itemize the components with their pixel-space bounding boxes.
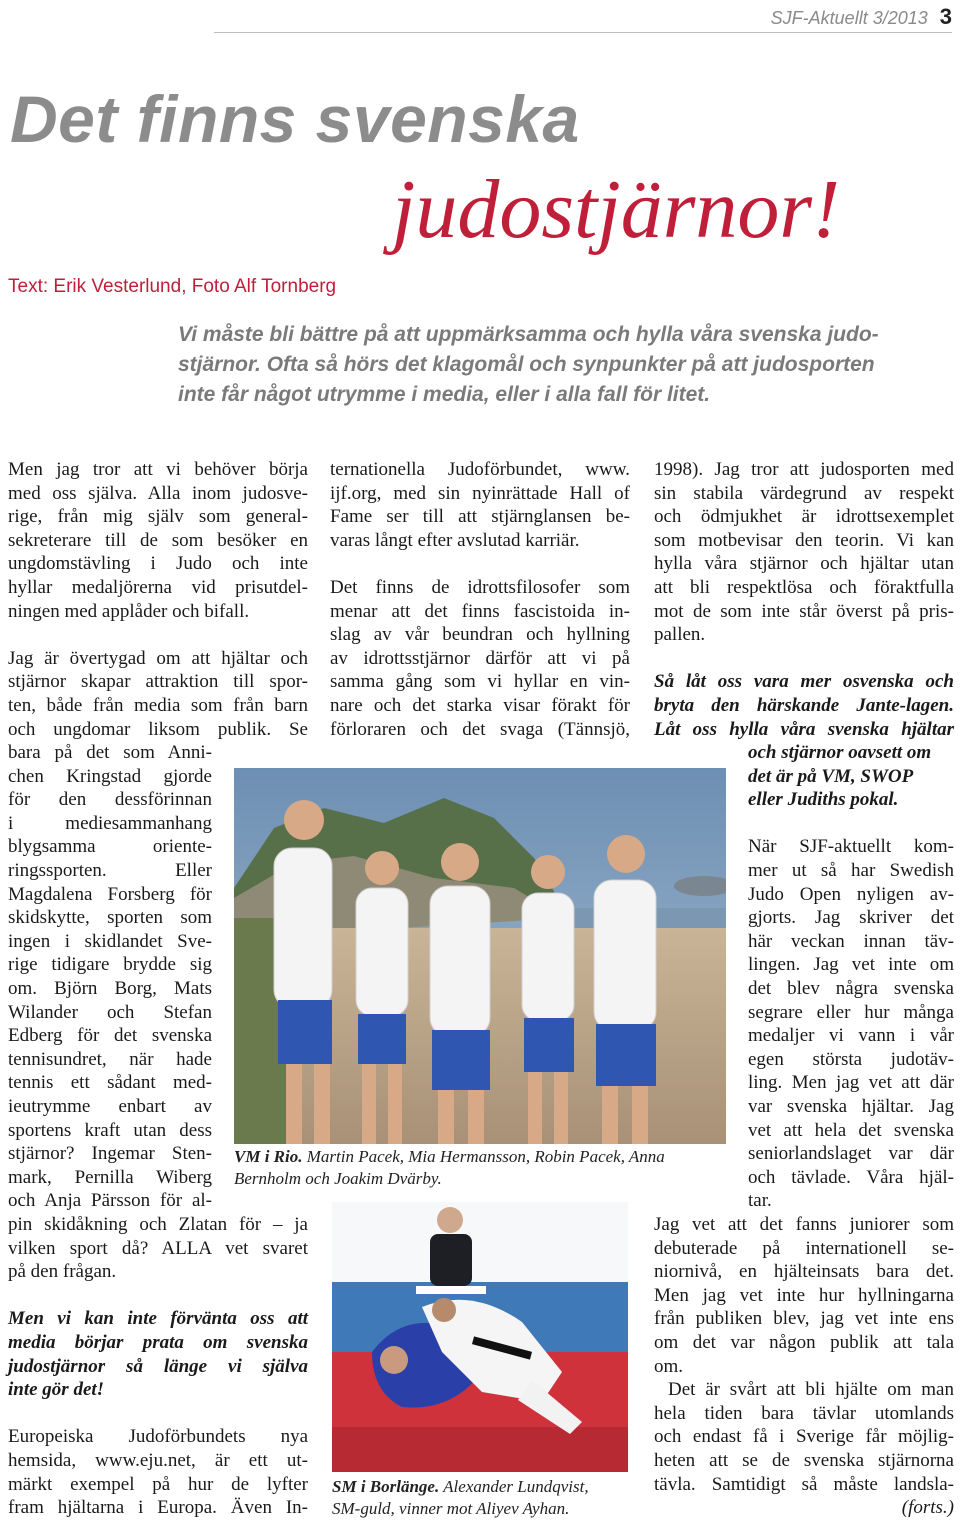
text-line: och endast få i Sverige får möjlig- (654, 1426, 954, 1448)
text-line: om. (654, 1355, 684, 1377)
quote-line: judostjärnor så länge vi själva (8, 1355, 308, 1377)
text-line: Fame ser till att stjärnglansen be- (330, 506, 630, 528)
text-line: och ödmjukhet är idrottsexemplet (654, 506, 954, 528)
caption-judo-match-text: Alexander Lundqvist, (439, 1477, 589, 1496)
page-number: 3 (939, 4, 952, 29)
quote-line: eller Judiths pokal. (748, 789, 899, 811)
quote-line: det är på VM, SWOP (748, 765, 914, 787)
column-2 (330, 458, 630, 741)
text-line: medaljer vi vann i vår (748, 1025, 954, 1047)
quote-line: Men vi kan inte förvänta oss att (8, 1308, 308, 1330)
text-line: stjärnor skapar attraktion till spor- (8, 671, 308, 693)
text-line: tennisundret, när hade (8, 1048, 212, 1070)
quote-line: Så låt oss vara mer osvenska och (654, 671, 954, 693)
text-line: vet att hela det svenska (748, 1119, 954, 1141)
text-line: Men jag vet inte hur hyllningarna (654, 1284, 954, 1306)
quote-line: media börjar prata om svenska (8, 1331, 308, 1353)
text-line: skidskytte, sporten som (8, 907, 212, 929)
caption-team-rio-text-2: Bernholm och Joakim Dvärby. (234, 1169, 442, 1188)
caption-team-rio (234, 1146, 734, 1190)
column-1-bottom (8, 1213, 308, 1520)
text-line: förloraren och det svaga (Tännsjö, (330, 718, 630, 740)
title-line-1: Det finns svenska (10, 82, 580, 156)
text-line: Jag är övertygad om att hjältar och (8, 647, 308, 669)
text-line: Jag vet att det fanns juniorer som (654, 1214, 954, 1235)
text-line: När SJF-aktuellt kom- (748, 836, 954, 858)
text-line: mark, Pernilla Wiberg (8, 1166, 212, 1188)
text-line: ternationella Judoförbundet, www. (330, 459, 630, 480)
lead-line: stjärnor. Ofta så hörs det klagomål och synpunkter på att judosporten (178, 353, 875, 376)
photo-judo-match (332, 1202, 628, 1472)
column-3-top (654, 458, 954, 741)
text-line: Det finns de idrottsfilosofer som (330, 576, 630, 598)
text-line: Europeiska Judoförbundets nya (8, 1426, 308, 1448)
text-line: egen största judotäv- (748, 1048, 954, 1070)
text-line: om det var någon publik att tala (654, 1331, 954, 1353)
quote-line: och stjärnor oavsett om (748, 742, 932, 763)
text-line: och Anja Pärsson för al- (8, 1190, 212, 1212)
text-line: tennis ett sådant med- (8, 1072, 212, 1094)
text-line: hylla våra stjärnor och hjältar utan (654, 553, 954, 575)
lead-line: inte får något utrymme i media, eller i alla fall för litet. (178, 383, 711, 406)
text-line: ten, både från media som från barn (8, 694, 308, 716)
text-line: ijf.org, med sin nyinrättade Hall of (330, 482, 630, 504)
caption-team-rio-bold: VM i Rio. (234, 1147, 303, 1166)
text-line: ningen med applåder och bifall. (8, 600, 250, 622)
text-line: niornivå, en hjälteinsats bara det. (654, 1261, 954, 1283)
text-line: ieutrymme enbart av (8, 1095, 212, 1117)
text-line: Judo Open nyligen av- (748, 883, 954, 905)
text-line: tar. (748, 1190, 772, 1212)
text-line: och ungdomar liksom publik. Se (8, 718, 308, 740)
quote-line: inte gör det! (8, 1379, 105, 1401)
text-line: i mediesammanhang (8, 812, 212, 834)
text-line: från publiken blev, jag vet inte ens (654, 1308, 954, 1330)
text-line: vilken sport då? ALLA vet svaret (8, 1237, 308, 1259)
header-rule (214, 32, 952, 33)
text-line: för den dessförinnan (8, 789, 212, 811)
text-line: chen Kringstad gjorde (8, 765, 212, 787)
text-line: av idrottsstjärnor därför att vi på (330, 647, 630, 669)
text-line: bara på det som Anni- (8, 742, 212, 763)
text-line: tävla. Samtidigt så måste landsla- (654, 1473, 954, 1495)
lead-line: Vi måste bli bättre på att uppmärksamma och hylla våra svenska judo- (178, 323, 879, 346)
text-line: Wilander och Stefan (8, 1001, 212, 1023)
text-line: Det är svårt att bli hjälte om man (668, 1379, 954, 1401)
text-line: 1998). Jag tror att judosporten med (654, 459, 954, 480)
text-line: mer ut så har Swedish (748, 859, 954, 881)
text-line: sin stabila värdegrund av respekt (654, 482, 954, 504)
text-line: sekreterare till de som besöker en (8, 529, 308, 551)
text-line: ingen i skidlandet Sve- (8, 930, 212, 952)
text-line: med oss själva. Alla inom judosve- (8, 482, 308, 504)
text-line: blygsamma orientе- (8, 836, 212, 858)
photo-judo-match-image (332, 1202, 628, 1472)
caption-judo-match-bold: SM i Borlänge. (332, 1477, 440, 1496)
caption-judo-match (332, 1476, 642, 1520)
text-line: att bli respektlösa och föraktfulla (654, 576, 954, 598)
quote-line: Låt oss hylla våra svenska hjältar (654, 718, 954, 740)
text-line: och tävlade. Våra hjäl- (748, 1166, 954, 1188)
text-line: sportens kraft utan dess (8, 1119, 212, 1141)
text-line: slag av vår beundran och hyllning (330, 624, 630, 646)
caption-team-rio-text: Martin Pacek, Mia Hermansson, Robin Pacek, Anna (302, 1147, 665, 1166)
continued-marker: (forts.) (901, 1497, 954, 1519)
title-line-2: judostjärnor! (392, 163, 841, 256)
running-header (771, 4, 952, 30)
column-3-bottom (654, 1213, 954, 1520)
column-3-narrow (748, 741, 954, 1213)
text-line: hela tiden bara tävlar utomlands (654, 1402, 954, 1424)
text-line: nare och det starka visar förakt för (330, 694, 630, 716)
text-line: debuterade på internationell se- (654, 1237, 954, 1259)
text-line: fram hjältarna i Europa. Även In- (8, 1497, 308, 1519)
text-line: ungdomstävling i Judo och inte (8, 553, 308, 575)
text-line: pallen. (654, 624, 706, 646)
lead-paragraph (178, 320, 956, 410)
text-line: som motbevisar den teorin. Vi kan (654, 529, 954, 551)
text-line: var svenska hjältar. Jag (748, 1095, 954, 1117)
text-line: Men jag tror att vi behöver börja (8, 459, 308, 480)
magazine-issue: SJF-Aktuellt 3/2013 (770, 8, 928, 28)
text-line: menar att det finns fascistoida in- (330, 600, 630, 622)
text-line: samma gång som vi hyllar en vin- (330, 671, 630, 693)
text-line: hemsida, www.eju.net, är ett ut- (8, 1449, 308, 1471)
text-line: gjorts. Jag skriver det (748, 907, 954, 929)
text-line: hyllar medaljörerna vid prisutdel- (8, 576, 308, 598)
text-line: på den frågan. (8, 1261, 117, 1283)
text-line: lingen. Jag vet inte om (748, 954, 954, 976)
text-line: här veckan innan täv- (748, 930, 954, 952)
text-line: om. Björn Borg, Mats (8, 977, 212, 999)
text-line: seniorlandslaget var där (748, 1143, 954, 1165)
text-line: Magdalena Forsberg för (8, 883, 212, 905)
text-line: rige tidigare brydde sig (8, 954, 212, 976)
text-line: heten att se de svenska stjärnorna (654, 1449, 954, 1471)
text-line: det blev några svenska (748, 977, 954, 999)
quote-line: bryta den härskande Jante-lagen. (654, 694, 954, 716)
text-line: mot de som inte står överst på pris- (654, 600, 954, 622)
photo-team-rio-image (234, 768, 726, 1144)
text-line: pin skidåkning och Zlatan för – ja (8, 1214, 308, 1235)
text-line: märkt exempel på hur de lyfter (8, 1473, 308, 1495)
text-line: rige, från mig själv som general- (8, 506, 308, 528)
text-line: stjärnor? Ingemar Sten- (8, 1143, 212, 1165)
photo-team-rio (234, 768, 726, 1144)
text-line: ling. Men jag vet att där (748, 1072, 954, 1094)
text-line: ringssporten. Eller (8, 859, 212, 881)
column-1-top (8, 458, 308, 741)
text-line: Edberg för det svenska (8, 1025, 212, 1047)
byline: Text: Erik Vesterlund, Foto Alf Tornberg (8, 276, 337, 297)
column-1-narrow (8, 741, 212, 1213)
text-line: varas långt efter avslutad karriär. (330, 529, 580, 551)
text-line: segrare eller hur många (748, 1001, 954, 1023)
caption-judo-match-text-2: SM-guld, vinner mot Aliyev Ayhan. (332, 1499, 570, 1518)
